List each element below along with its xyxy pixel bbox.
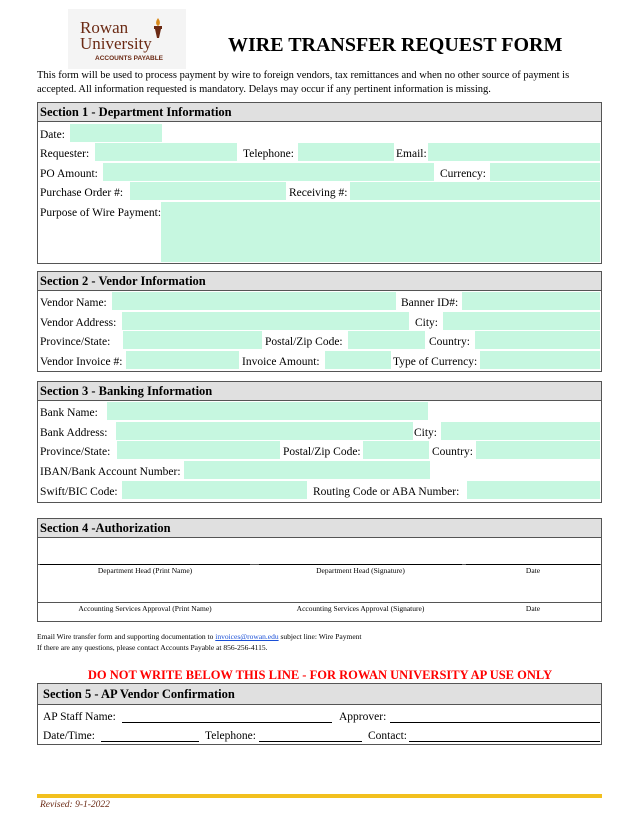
purchase-order-label: Purchase Order #: (40, 187, 124, 199)
date-caption-1: Date (525, 566, 541, 575)
receiving-label: Receiving #: (289, 187, 348, 199)
currency-field[interactable] (490, 163, 600, 181)
banner-id-field[interactable] (462, 292, 600, 310)
bank-address-field[interactable] (116, 422, 413, 440)
vendor-invoice-field[interactable] (126, 351, 239, 369)
section-4-title: Section 4 -Authorization (38, 519, 601, 538)
currency-label: Currency: (440, 168, 486, 180)
section-1-title: Section 1 - Department Information (38, 103, 601, 122)
dept-head-sig-line[interactable] (259, 564, 462, 565)
bank-city-field[interactable] (441, 422, 600, 440)
bank-country-field[interactable] (476, 441, 600, 459)
contact-label: Contact: (368, 730, 407, 742)
intro-text: This form will be used to process payment by wire to foreign vendors, tax remittances and when no other source of payment is accepted. All information requested is mandatory. Delays may occur if any pertinent information is missing. (37, 70, 570, 95)
routing-field[interactable] (467, 481, 600, 499)
section-4-divider-2 (37, 602, 602, 603)
bank-postal-label: Postal/Zip Code: (283, 446, 361, 458)
date-caption-2: Date (525, 604, 541, 613)
ap-only-warning: DO NOT WRITE BELOW THIS LINE - FOR ROWAN UNIVERSITY AP USE ONLY (87, 668, 553, 682)
email-post-text: subject line: Wire Payment (278, 632, 362, 641)
bank-postal-field[interactable] (363, 441, 429, 459)
section-2-title: Section 2 - Vendor Information (38, 272, 601, 291)
datetime-label: Date/Time: (43, 730, 95, 742)
ap-staff-label: AP Staff Name: (43, 711, 116, 723)
acct-sig-caption: Accounting Services Approval (Signature) (296, 604, 425, 613)
bank-country-label: Country: (432, 446, 473, 458)
purpose-label: Purpose of Wire Payment: (40, 207, 162, 219)
type-currency-field[interactable] (480, 351, 600, 369)
logo-line2: University (80, 34, 152, 53)
swift-field[interactable] (122, 481, 307, 499)
email-instructions (37, 632, 362, 641)
vendor-city-label: City: (415, 317, 439, 329)
contact-line[interactable] (409, 741, 600, 742)
vendor-province-label: Province/State: (40, 336, 111, 348)
ap-telephone-label: Telephone: (205, 730, 256, 742)
vendor-postal-field[interactable] (348, 331, 425, 349)
torch-icon (151, 17, 165, 39)
datetime-line[interactable] (101, 741, 199, 742)
vendor-city-field[interactable] (443, 312, 600, 330)
date-line-1[interactable] (466, 564, 600, 565)
page-title: WIRE TRANSFER REQUEST FORM (228, 34, 563, 56)
requester-label: Requester: (40, 148, 90, 160)
po-amount-field[interactable] (103, 163, 434, 181)
bank-name-label: Bank Name: (40, 407, 98, 419)
section-5 (37, 683, 602, 745)
bank-name-field[interactable] (107, 402, 428, 420)
vendor-country-label: Country: (429, 336, 470, 348)
questions-text: If there are any questions, please contact Accounts Payable at 856-256-4115. (37, 643, 268, 652)
rowan-logo (68, 9, 186, 69)
approver-label: Approver: (339, 711, 387, 723)
vendor-postal-label: Postal/Zip Code: (265, 336, 343, 348)
dept-head-sig-caption: Department Head (Signature) (316, 566, 405, 575)
vendor-name-field[interactable] (112, 292, 396, 310)
email-pre-text: Email Wire transfer form and supporting documentation to (37, 632, 216, 641)
type-currency-label: Type of Currency: (393, 356, 478, 368)
purpose-field[interactable] (161, 202, 600, 262)
bank-province-field[interactable] (117, 441, 280, 459)
bank-city-label: City: (414, 427, 438, 439)
po-amount-label: PO Amount: (40, 168, 98, 180)
vendor-address-field[interactable] (122, 312, 409, 330)
vendor-province-field[interactable] (123, 331, 262, 349)
invoice-amount-label: Invoice Amount: (242, 356, 320, 368)
ap-staff-line[interactable] (122, 722, 332, 723)
ap-telephone-line[interactable] (259, 741, 362, 742)
email-link[interactable]: invoices@rowan.edu (215, 632, 279, 641)
revised-date: Revised: 9-1-2022 (40, 800, 110, 810)
telephone-label: Telephone: (243, 148, 294, 160)
iban-label: IBAN/Bank Account Number: (40, 466, 181, 478)
swift-label: Swift/BIC Code: (40, 486, 118, 498)
email-label: Email: (396, 148, 427, 160)
acct-print-caption: Accounting Services Approval (Print Name) (78, 604, 212, 613)
section-3-title: Section 3 - Banking Information (38, 382, 601, 401)
gold-footer-bar (37, 794, 602, 798)
invoice-amount-field[interactable] (325, 351, 391, 369)
vendor-name-label: Vendor Name: (40, 297, 107, 309)
vendor-country-field[interactable] (475, 331, 600, 349)
receiving-field[interactable] (350, 182, 600, 200)
date-field[interactable] (70, 124, 162, 142)
dept-head-print-caption: Department Head (Print Name) (97, 566, 193, 575)
vendor-address-label: Vendor Address: (40, 317, 117, 329)
dept-head-print-line[interactable] (40, 564, 250, 565)
bank-address-label: Bank Address: (40, 427, 108, 439)
date-label: Date: (40, 129, 65, 141)
approver-line[interactable] (390, 722, 600, 723)
section-5-title: Section 5 - AP Vendor Confirmation (38, 684, 601, 705)
iban-field[interactable] (184, 461, 430, 479)
email-field[interactable] (428, 143, 600, 161)
purchase-order-field[interactable] (130, 182, 286, 200)
telephone-field[interactable] (298, 143, 394, 161)
logo-line1: Rowan (80, 18, 129, 37)
bank-province-label: Province/State: (40, 446, 111, 458)
vendor-invoice-label: Vendor Invoice #: (40, 356, 123, 368)
banner-id-label: Banner ID#: (401, 297, 459, 309)
logo-sub: ACCOUNTS PAYABLE (95, 55, 164, 62)
routing-label: Routing Code or ABA Number: (313, 486, 460, 498)
requester-field[interactable] (95, 143, 237, 161)
